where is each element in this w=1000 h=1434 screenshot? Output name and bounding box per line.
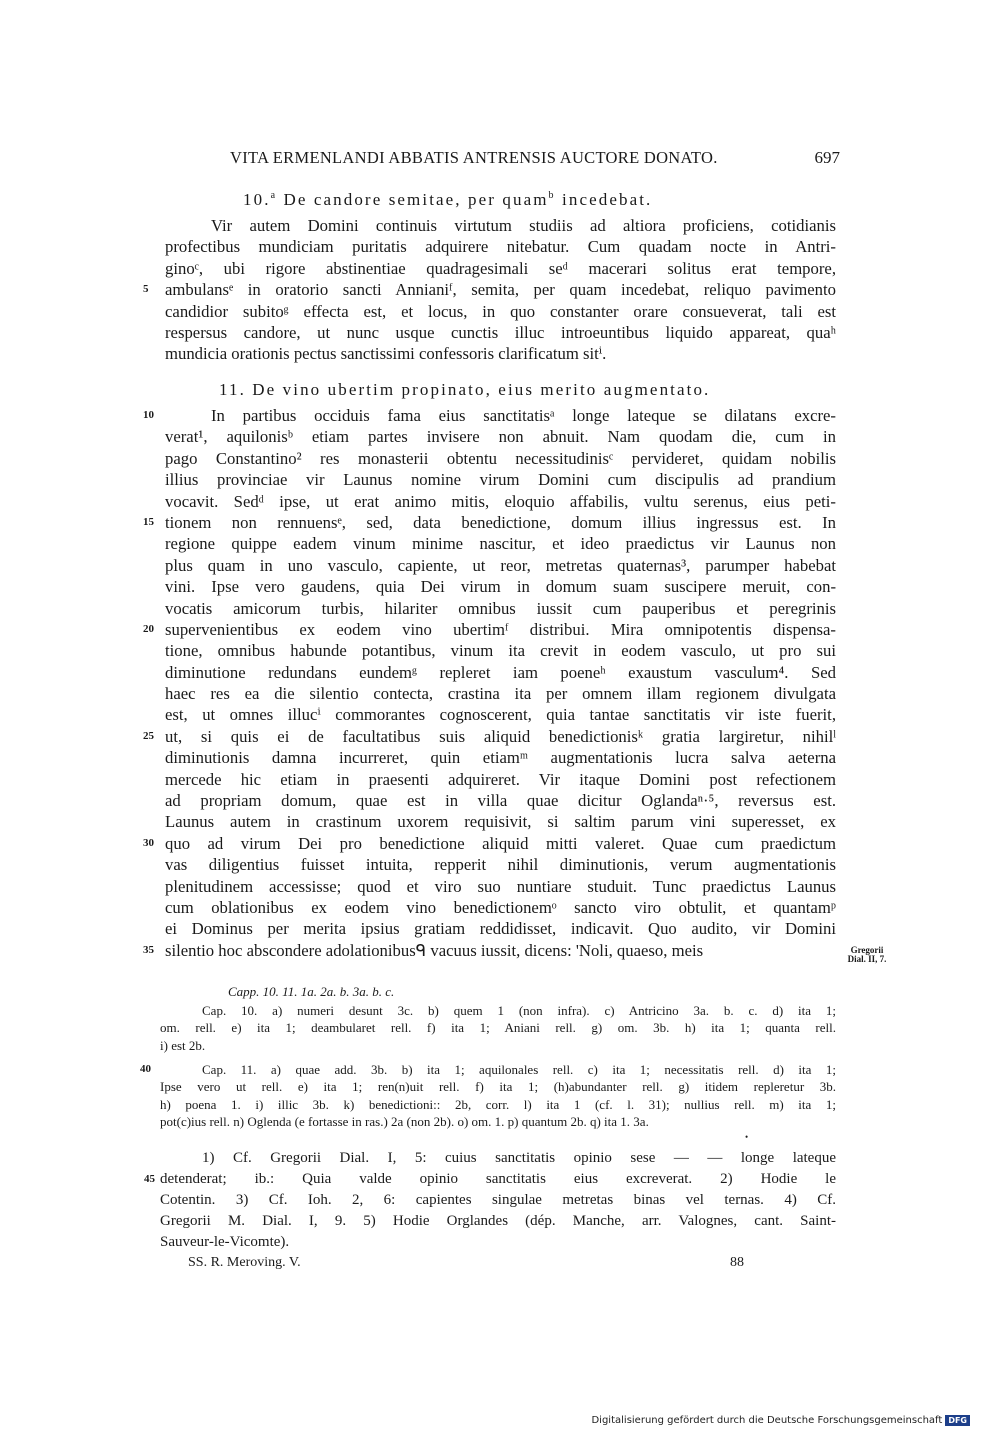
- footnote-line: [160, 1211, 836, 1232]
- apparatus-manuscripts: Capp. 10. 11. 1a. 2a. b. 3a. b. c.: [228, 984, 395, 999]
- line-text: tionem non rennuensᵉ, sed, data benedictione, domum illius ingressus est. In: [165, 512, 836, 532]
- text-line: [165, 258, 836, 279]
- apparatus-chapter-11: [140, 1061, 836, 1130]
- chapter-10-heading-sup2: b: [548, 190, 556, 201]
- line-text: In partibus occiduis fama eius sanctitatisᵃ longe lateque se dilatans excre-: [211, 406, 836, 425]
- text-line: [143, 940, 836, 961]
- margin-note: [842, 946, 892, 964]
- text-line: [165, 576, 836, 597]
- line-number: 10: [143, 409, 154, 421]
- line-text: ginoᶜ, ubi rigore abstinentiae quadragesimali seᵈ macerari solitus erat tempore,: [165, 258, 836, 278]
- chapter-10-title-b: incedebat.: [562, 190, 653, 209]
- text-line: [143, 726, 836, 747]
- chapter-11-heading: 11. De vino ubertim propinato, eius merito augmentato.: [219, 380, 711, 399]
- line-text: vocavit. Sedᵈ ipse, ut erat animo mitis, eloquio affabilis, vultu serenus, eius peti-: [165, 491, 836, 511]
- apparatus-line: [140, 1061, 836, 1078]
- text-line: [165, 469, 836, 490]
- line-text: illius provinciae vir Launus nomine virum Domini cum discipulis ad prandium: [165, 470, 836, 490]
- line-text: ut, si quis ei de facultatibus suis aliquid benedictionisᵏ gratia largiretur, nihilˡ: [165, 726, 836, 746]
- line-number: 30: [143, 836, 154, 849]
- text-line: [165, 426, 836, 447]
- text-line: [165, 769, 836, 790]
- line-text: tione, omnibus habunde potantibus, vinum ita crevit in eodem vasculo, ut pro sui: [165, 641, 836, 661]
- line-text: candidior subitoᵍ effecta est, et locus, in quo constanter orare consueverat, tali est: [165, 301, 836, 321]
- line-text: Cap. 10. a) numeri desunt 3c. b) quem 1 (non infra). c) Antricino 3a. b. c. d) ita 1;: [202, 1003, 836, 1018]
- apparatus-line: [160, 1019, 836, 1036]
- text-line: [165, 598, 836, 619]
- line-text: est, ut omnes illucⁱ commorantes cognoscerent, quia tantae sanctitatis vir iste fuerit,: [165, 705, 836, 725]
- text-line: [165, 918, 836, 939]
- line-text: quo ad virum Dei pro benedictione aliquid mitti valeret. Quae cum praedictum: [165, 833, 836, 853]
- line-number: 5: [143, 283, 149, 296]
- digitization-credit: [591, 1415, 970, 1426]
- line-text: vini. Ipse vero gaudens, quia Dei virum in domum suam suscipere meruit, con-: [165, 577, 836, 597]
- line-text: plenitudinem accessisse; quod et viro suo nuntiare studuit. Tunc praedictus Launus: [165, 876, 836, 896]
- line-text: mercede hic etiam in praesenti adquireret. Vir itaque Domini post refectionem: [165, 769, 836, 789]
- margin-note-ref: Dial. II, 7.: [847, 954, 887, 964]
- text-line: [165, 683, 836, 704]
- line-text: vas diligentius fuisset intuita, repperit nihil diminutionis, verum augmentationis: [165, 855, 836, 875]
- running-header: [230, 148, 840, 172]
- line-number: 20: [143, 622, 154, 635]
- chapter-10-title-a: De candore semitae, per quam: [283, 190, 549, 209]
- line-text: profectibus mundiciam puritatis adquirere nitebatur. Cum quadam nocte in Antri-: [165, 237, 836, 257]
- line-text: verat¹, aquilonisᵇ etiam partes invisere non abnuit. Nam quodam die, cum in: [165, 427, 836, 447]
- line-text: diminutione redundans eundemᵍ repleret iam poeneʰ exaustum vasculum⁴. Sed: [165, 662, 836, 682]
- text-line: [143, 279, 836, 300]
- line-text: Cotentin. 3) Cf. Ioh. 2, 6: capientes singulae metretas binas vel ternas. 4) Cf.: [160, 1192, 836, 1208]
- line-text: supervenientibus ex eodem vino ubertimᶠ distribui. Mira omnipotentis dispensa-: [165, 619, 836, 639]
- line-number: 35: [143, 943, 154, 956]
- apparatus-line: [160, 1113, 836, 1130]
- line-text: Gregorii M. Dial. I, 9. 5) Hodie Orglandes (dép. Manche, arr. Valognes, cant. Saint-: [160, 1213, 836, 1229]
- text-line: [165, 448, 836, 469]
- line-text: h) poena 1. i) illic 3b. k) benedictioni:: 2b, corr. l) ita 1 (cf. l. 31); nullius rell. m) ita 1;: [160, 1096, 836, 1112]
- text-line: [165, 790, 836, 811]
- line-text: cum oblationibus ex eodem vino benedictionemᵒ sancto viro obtulit, et quantamᵖ: [165, 897, 836, 917]
- line-text: Vir autem Domini continuis virtutum studiis ad altiora proficiens, cotidianis: [211, 216, 836, 235]
- line-text: i) est 2b.: [160, 1037, 206, 1053]
- chapter-10-heading: [243, 190, 652, 210]
- line-text: haec res ea die silentio contecta, crastina ita per omnem illam regionem divulgata: [165, 684, 836, 704]
- footnote-line: [160, 1190, 836, 1211]
- apparatus-mark: •: [745, 1132, 749, 1142]
- line-number: 15: [143, 515, 154, 528]
- text-line: [165, 555, 836, 576]
- line-text: diminutionis damna incurreret, quin etiamᵐ augmentationis lucra salva aeterna: [165, 748, 836, 768]
- chapter-10-heading-sup: a: [270, 190, 278, 201]
- apparatus-line: [160, 1037, 836, 1054]
- text-line: [165, 533, 836, 554]
- footer-sheet-number: 88: [730, 1255, 744, 1270]
- line-text: Ipse vero ut rell. e) ita 1; ren(n)uit rell. f) ita 1; (h)abundanter rell. g) itidem repleretur 3b.: [160, 1079, 836, 1095]
- text-line: [165, 491, 836, 512]
- line-text: Launus autem in crastinum uxorem requisivit, si saltim parum vini superesset, ex: [165, 812, 836, 832]
- text-line: [165, 640, 836, 661]
- margin-note-source: Gregorii: [850, 945, 884, 955]
- apparatus-line: [160, 1078, 836, 1095]
- text-line: [165, 811, 836, 832]
- text-line: [165, 662, 836, 683]
- text-line: [165, 854, 836, 875]
- line-text: ei Dominus per merita ipsius gratiam reddidisset, indicavit. Quo audito, vir Domini: [165, 919, 836, 939]
- running-title: VITA ERMENLANDI ABBATIS ANTRENSIS AUCTORE DONATO.: [230, 148, 718, 167]
- text-line: [165, 236, 836, 257]
- text-line: [165, 897, 836, 918]
- line-text: mundicia orationis pectus sanctissimi confessoris clarificatum sitⁱ.: [165, 344, 607, 364]
- footer-series: SS. R. Meroving. V.: [188, 1255, 301, 1270]
- digitization-text: Digitalisierung gefördert durch die Deutsche Forschungsgemeinschaft: [591, 1415, 943, 1426]
- apparatus-line: [160, 1096, 836, 1113]
- line-text: silentio hoc abscondere adolationibusᑫ vacuus iussit, dicens: 'Noli, quaeso, meis: [165, 940, 704, 960]
- page-number: 697: [814, 148, 840, 167]
- line-text: Cap. 11. a) quae add. 3b. b) ita 1; aquilonales rell. c) ita 1; necessitatis rell. d) ita 1;: [202, 1062, 836, 1077]
- footnote-line: [144, 1169, 836, 1190]
- line-text: Sauveur-le-Vicomte).: [160, 1234, 290, 1250]
- line-text: vocatis amicorum turbis, hilariter omnibus iussit cum pauperibus et peregrinis: [165, 598, 836, 618]
- footnote-line: [160, 1232, 836, 1253]
- text-line: [165, 704, 836, 725]
- apparatus-chapter-10: [160, 1002, 836, 1054]
- line-text: pot(c)ius rell. n) Oglenda (e fortasse in ras.) 2a (non 2b). o) om. 1. p) quantum 2b. q) ita 1. 3a.: [160, 1113, 649, 1129]
- text-line: [165, 343, 836, 364]
- text-line: [143, 512, 836, 533]
- line-text: regione quippe eadem vinum minime nascitur, et ideo praedictus vir Launus non: [165, 534, 836, 554]
- text-line: [165, 876, 836, 897]
- text-line: [165, 215, 836, 236]
- text-line: [143, 833, 836, 854]
- line-text: ambulansᵉ in oratorio sancti Annianiᶠ, semita, per quam incedebat, reliquo pavimento: [165, 280, 836, 300]
- line-number: 45: [144, 1173, 155, 1185]
- text-line: [143, 619, 836, 640]
- line-text: plus quam in uno vasculo, capiente, ut reor, metretas quaternas³, parumper habebat: [165, 555, 836, 575]
- text-line: [165, 747, 836, 768]
- text-line: [143, 405, 836, 426]
- apparatus-line: [160, 1002, 836, 1019]
- chapter-10-text: [143, 215, 836, 365]
- chapter-11-text: [143, 405, 836, 961]
- footnotes: [144, 1148, 836, 1253]
- chapter-10-number: 10.: [243, 190, 271, 209]
- text-line: [165, 301, 836, 322]
- line-number: 25: [143, 729, 154, 742]
- dfg-logo-icon: DFG: [945, 1415, 970, 1426]
- line-text: 1) Cf. Gregorii Dial. I, 5: cuius sanctitatis opinio sese — — longe lateque: [202, 1150, 836, 1166]
- line-text: ad propriam domum, quae est in villa quae dicitur Oglandaⁿ·⁵, reversus est.: [165, 791, 836, 811]
- line-text: pago Constantino² res monasterii obtentu necessitudinisᶜ pervideret, quidam nobilis: [165, 448, 836, 468]
- line-text: detenderat; ib.: Quia valde opinio sanctitatis eius excreverat. 2) Hodie le: [160, 1171, 836, 1187]
- footnote-line: [160, 1148, 836, 1169]
- line-number: 40: [140, 1063, 151, 1075]
- line-text: respersus candore, ut nunc usque cunctis illuc introeuntibus liquido appareat, quaʰ: [165, 322, 836, 342]
- text-line: [165, 322, 836, 343]
- line-text: om. rell. e) ita 1; deambularet rell. f) ita 1; Aniani rell. g) om. 3b. h) ita 1; quanta rell.: [160, 1020, 836, 1036]
